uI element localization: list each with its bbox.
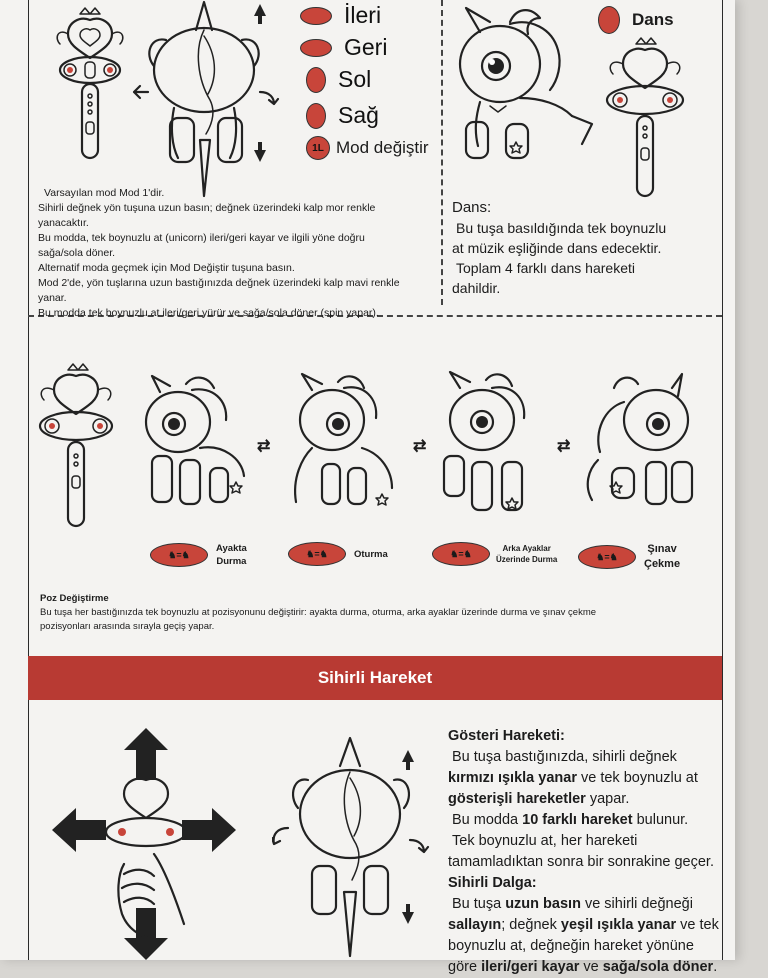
pose-change-line: pozisyonları arasında sırayla geçiş yapar.	[40, 621, 215, 632]
pose-label	[644, 542, 680, 572]
pose-standing	[150, 542, 247, 568]
left-label: Sol	[338, 66, 372, 92]
text: ve	[579, 959, 603, 975]
unicorn-rearing-illustration	[430, 370, 550, 522]
pose-label-line: Oturma	[354, 548, 388, 560]
mode-line: yanacaktır.	[38, 217, 89, 229]
vertical-divider	[441, 0, 443, 305]
show-move-line: tamamladıktan sonra bir sonrakine geçer.	[448, 854, 714, 870]
unicorn-dance-illustration	[450, 2, 600, 162]
pose-wand-icon	[34, 362, 118, 532]
pose-change-line: Bu tuşa her bastığınızda tek boynuzlu at pozisyonunu değiştirir: ayakta durma, oturma, arka ayaklar üzerinde durma ve şınav çekme	[40, 607, 597, 618]
arrow-up-icon	[124, 728, 168, 780]
unicorn-rear-view-illustration	[126, 0, 286, 200]
back-button-icon	[300, 39, 332, 57]
unicorn-standing-illustration	[140, 372, 260, 522]
dance-wand-icon	[600, 36, 690, 202]
dance-description	[452, 198, 722, 298]
control-back	[300, 34, 387, 61]
emphasis: 10 farklı hareket	[522, 812, 633, 828]
arrow-down-icon	[124, 908, 168, 960]
control-left	[306, 66, 371, 93]
pose-label-line: Şınav	[647, 543, 677, 555]
emphasis: uzun basın	[505, 896, 581, 912]
wand-wave-illustration	[50, 724, 240, 960]
pose-sitting	[288, 542, 388, 566]
pose-cycle-arrow-icon: ⇄	[557, 438, 571, 455]
dance-heading: Dans:	[452, 199, 492, 216]
show-move-heading: Gösteri Hareketi:	[448, 728, 565, 744]
text: Bu tuşa	[452, 896, 506, 912]
control-mode-change	[306, 136, 429, 160]
emphasis: sallayın	[448, 917, 502, 933]
text: .	[713, 959, 718, 975]
emphasis: sağa/sola döner	[602, 959, 714, 975]
show-move-line	[448, 768, 722, 789]
text: ; değnek	[501, 917, 561, 933]
emphasis: yeşil ışıkla yanar	[560, 917, 677, 933]
pose-label-line: Durma	[216, 556, 247, 567]
pose-label	[354, 548, 388, 561]
right-button-icon	[306, 103, 326, 129]
mode-line: Alternatif moda geçmek için Mod Değiştir tuşuna basın.	[38, 262, 295, 274]
text: bulunur.	[632, 812, 689, 828]
pose-button-icon: ♞=♞	[578, 545, 636, 569]
mode-line: Sihirli değnek yön tuşuna uzun basın; değnek üzerindeki kalp mor renkle	[38, 202, 376, 214]
pose-label-line: Çekme	[644, 558, 681, 570]
dance-line: Toplam 4 farklı dans hareketi	[456, 260, 635, 276]
dance-line: dahildir.	[452, 280, 501, 296]
pose-rearing	[432, 542, 557, 566]
show-move-line: Bu tuşa bastığınızda, sihirli değnek	[452, 749, 677, 765]
mode-line: yanar.	[38, 292, 67, 304]
show-move-line	[448, 789, 722, 810]
mode-line: sağa/sola döner.	[38, 247, 116, 259]
dance-line: at müzik eşliğinde dans edecektir.	[452, 240, 662, 256]
pose-pushup	[578, 542, 680, 572]
magic-wave-line	[448, 894, 722, 915]
mode-line: Bu modda tek boynuzlu at ileri/geri yürür ve sağa/sola döner (spin yapar).	[38, 307, 379, 319]
forward-button-icon	[300, 7, 332, 25]
pose-change-description	[40, 592, 720, 634]
magic-wave-line: boynuzlu at, değneğin hareket yönüne	[448, 938, 694, 954]
unicorn-rear-view-illustration	[272, 736, 434, 960]
forward-label: İleri	[344, 2, 382, 28]
text: yapar.	[585, 791, 630, 807]
text: ve tek boynuzlu at	[576, 770, 698, 786]
pose-change-heading: Poz Değiştirme	[40, 593, 109, 604]
magic-wave-line	[448, 915, 722, 936]
pose-button-icon: ♞=♞	[288, 542, 346, 566]
mode-line: Bu modda, tek boynuzlu at (unicorn) ileri/geri kayar ve ilgili yöne doğru	[38, 232, 365, 244]
pose-label-line: Üzerinde Durma	[496, 555, 558, 564]
section-title: Sihirli Hareket	[317, 668, 433, 687]
back-label: Geri	[344, 34, 388, 60]
unicorn-sitting-illustration	[282, 372, 408, 522]
text: göre	[448, 959, 482, 975]
text: Bu modda	[452, 812, 523, 828]
text: ve sihirli değneği	[580, 896, 693, 912]
page-border-left	[28, 0, 29, 960]
mode-instructions	[38, 186, 438, 321]
dance-button-icon	[598, 6, 620, 34]
control-forward	[300, 2, 381, 29]
pose-button-icon: ♞=♞	[432, 542, 490, 566]
arrow-right-icon	[182, 808, 236, 852]
mode-change-label: Mod değiştir	[336, 138, 429, 157]
text: ve tek	[676, 917, 719, 933]
magic-movement-description	[448, 726, 722, 978]
pose-button-icon: ♞=♞	[150, 543, 208, 567]
magic-wave-heading: Sihirli Dalga:	[448, 875, 537, 891]
pose-label-line: Arka Ayaklar	[502, 544, 551, 553]
mode-line: Mod 2'de, yön tuşlarına uzun bastığınızda değnek üzerindeki kalp mavi renkle	[38, 277, 400, 289]
arrow-left-icon	[52, 808, 106, 852]
emphasis: gösterişli hareketler	[448, 791, 586, 807]
section-header	[28, 656, 722, 700]
pose-label-line: Ayakta	[216, 543, 247, 554]
pose-label	[496, 543, 557, 565]
mode-badge-icon: 1L	[306, 136, 330, 160]
page-border-right	[722, 0, 723, 960]
unicorn-pushup-illustration	[576, 372, 704, 522]
left-button-icon	[306, 67, 326, 93]
dance-control	[598, 6, 674, 34]
emphasis: kırmızı ışıkla yanar	[448, 770, 577, 786]
magic-wand-icon	[52, 6, 128, 166]
pose-cycle-arrow-icon: ⇄	[413, 438, 427, 455]
magic-wave-line	[448, 957, 722, 978]
emphasis: ileri/geri kayar	[481, 959, 580, 975]
right-label: Sağ	[338, 102, 379, 128]
mode-line: Varsayılan mod Mod 1'dir.	[44, 187, 165, 199]
dance-line: Bu tuşa basıldığında tek boynuzlu	[456, 220, 667, 236]
control-right	[306, 102, 379, 129]
pose-cycle-arrow-icon: ⇄	[257, 438, 271, 455]
show-move-line	[448, 810, 722, 831]
show-move-line: Tek boynuzlu at, her hareketi	[452, 833, 638, 849]
pose-label	[216, 542, 247, 568]
dance-button-label: Dans	[632, 10, 674, 29]
